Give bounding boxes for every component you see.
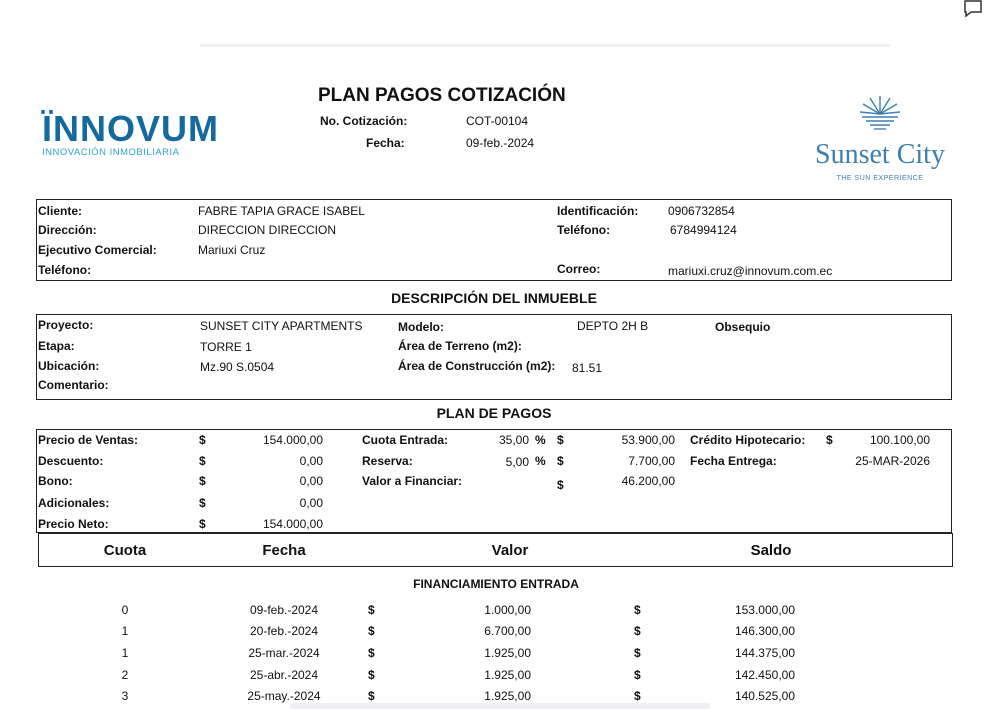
client-phone-label: Teléfono: (38, 263, 92, 277)
net-price-value: 154.000,00 (262, 517, 323, 531)
currency-symbol: $ (634, 603, 641, 617)
down-payment-value: 53.900,00 (621, 433, 675, 447)
currency-symbol: $ (634, 689, 641, 703)
row-saldo: 144.375,00 (734, 646, 795, 660)
document-title: PLAN PAGOS COTIZACIÓN (318, 85, 566, 106)
innovum-tagline: INNOVACIÓN INMOBILIARIA (42, 147, 180, 158)
discount-label: Descuento: (38, 454, 104, 468)
bonus-label: Bono: (38, 474, 73, 488)
stage-value: TORRE 1 (200, 340, 252, 354)
model-value: DEPTO 2H B (577, 319, 649, 333)
table-row (0, 624, 989, 644)
phone-label: Teléfono: (557, 223, 611, 237)
model-label: Modelo: (398, 320, 444, 334)
row-valor: 1.925,00 (484, 668, 531, 682)
reserve-label: Reserva: (362, 454, 413, 468)
currency-symbol: $ (199, 454, 206, 468)
currency-symbol: $ (557, 433, 564, 447)
row-valor: 1.925,00 (484, 646, 531, 660)
down-payment-percent: 35,00 (498, 433, 529, 447)
down-payment-label: Cuota Entrada: (362, 433, 449, 447)
currency-symbol: $ (199, 517, 206, 531)
property-info-box (36, 314, 952, 400)
location-label: Ubicación: (38, 359, 100, 373)
currency-symbol: $ (199, 496, 206, 510)
comment-icon[interactable] (962, 0, 984, 18)
column-header-valor: Valor (491, 542, 529, 559)
project-label: Proyecto: (38, 318, 94, 332)
currency-symbol: $ (368, 603, 375, 617)
email-value: mariuxi.cruz@innovum.com.ec (668, 264, 833, 278)
financing-section-title: FINANCIAMIENTO ENTRADA (413, 577, 579, 591)
currency-symbol: $ (557, 478, 564, 492)
reserve-percent: 5,00 (505, 455, 529, 469)
sales-exec-value: Mariuxi Cruz (198, 243, 266, 257)
currency-symbol: $ (368, 646, 375, 660)
email-label: Correo: (557, 262, 601, 276)
net-price-label: Precio Neto: (38, 517, 109, 531)
row-fecha: 25-may.-2024 (247, 689, 321, 703)
row-saldo: 142.450,00 (734, 668, 795, 682)
blurred-background-line (200, 44, 890, 47)
finance-amount-label: Valor a Financiar: (362, 474, 463, 488)
quote-number-value: COT-00104 (466, 114, 529, 128)
date-label: Fecha: (366, 136, 405, 150)
row-cuota: 1 (121, 624, 129, 638)
discount-value: 0,00 (299, 454, 323, 468)
row-valor: 1.000,00 (484, 603, 531, 617)
sunset-city-tagline: THE SUN EXPERIENCE (836, 175, 924, 182)
row-fecha: 25-mar.-2024 (248, 646, 320, 660)
percent-sign: % (535, 433, 546, 447)
percent-sign: % (535, 454, 546, 468)
payment-plan-title: PLAN DE PAGOS (436, 405, 552, 421)
quote-number-label: No. Cotización: (320, 114, 408, 128)
row-valor: 6.700,00 (484, 624, 531, 638)
delivery-date-value: 25-MAR-2026 (855, 454, 930, 468)
payment-plan-box (36, 429, 952, 533)
row-valor: 1.925,00 (484, 689, 531, 703)
address-value: DIRECCION DIRECCION (198, 223, 337, 237)
identification-value: 0906732854 (668, 204, 735, 218)
additional-label: Adicionales: (38, 496, 110, 510)
finance-amount-value: 46.200,00 (621, 474, 675, 488)
row-fecha: 25-abr.-2024 (249, 668, 319, 682)
sale-price-value: 154.000,00 (262, 433, 323, 447)
row-fecha: 09-feb.-2024 (249, 603, 319, 617)
table-row (0, 668, 989, 688)
comment-label: Comentario: (38, 378, 109, 392)
row-cuota: 0 (121, 603, 129, 617)
innovum-logo-text: ÏNNOVUM (42, 108, 219, 149)
currency-symbol: $ (634, 646, 641, 660)
mortgage-label: Crédito Hipotecario: (690, 433, 806, 447)
currency-symbol: $ (826, 433, 833, 447)
built-area-value: 81.51 (572, 361, 603, 375)
sunset-city-name: Sunset City (815, 139, 945, 170)
currency-symbol: $ (368, 624, 375, 638)
currency-symbol: $ (199, 433, 206, 447)
built-area-label: Área de Construcción (m2): (398, 359, 556, 373)
gift-label: Obsequio (715, 320, 771, 334)
bonus-value: 0,00 (299, 474, 323, 488)
delivery-date-label: Fecha Entrega: (690, 454, 777, 468)
mortgage-value: 100.100,00 (869, 433, 930, 447)
client-value: FABRE TAPIA GRACE ISABEL (198, 204, 365, 218)
column-header-saldo: Saldo (750, 542, 792, 559)
identification-label: Identificación: (557, 204, 639, 218)
stage-label: Etapa: (38, 339, 75, 353)
row-saldo: 153.000,00 (734, 603, 795, 617)
row-cuota: 3 (121, 689, 129, 703)
reserve-value: 7.700,00 (628, 454, 675, 468)
project-value: SUNSET CITY APARTMENTS (200, 319, 363, 333)
row-cuota: 1 (121, 646, 129, 660)
column-header-fecha: Fecha (262, 542, 306, 559)
row-saldo: 146.300,00 (734, 624, 795, 638)
sale-price-label: Precio de Ventas: (38, 433, 139, 447)
currency-symbol: $ (368, 689, 375, 703)
sales-exec-label: Ejecutivo Comercial: (38, 243, 157, 257)
currency-symbol: $ (634, 624, 641, 638)
table-row (0, 603, 989, 623)
table-row (0, 646, 989, 666)
sun-icon (858, 94, 902, 134)
location-value: Mz.90 S.0504 (200, 360, 275, 374)
property-section-title: DESCRIPCIÓN DEL INMUEBLE (391, 290, 597, 306)
currency-symbol: $ (557, 454, 564, 468)
row-fecha: 20-feb.-2024 (249, 624, 319, 638)
additional-value: 0,00 (299, 496, 323, 510)
column-header-cuota: Cuota (103, 542, 147, 559)
client-label: Cliente: (38, 204, 83, 218)
innovum-logo (42, 108, 219, 158)
sunset-city-logo (808, 94, 952, 182)
row-cuota: 2 (121, 668, 129, 682)
land-area-label: Área de Terreno (m2): (398, 339, 522, 353)
row-saldo: 140.525,00 (734, 689, 795, 703)
table-row (0, 689, 989, 709)
phone-value: 6784994124 (670, 223, 737, 237)
date-value: 09-feb.-2024 (466, 136, 535, 150)
currency-symbol: $ (199, 474, 206, 488)
address-label: Dirección: (38, 223, 97, 237)
currency-symbol: $ (368, 668, 375, 682)
currency-symbol: $ (634, 668, 641, 682)
